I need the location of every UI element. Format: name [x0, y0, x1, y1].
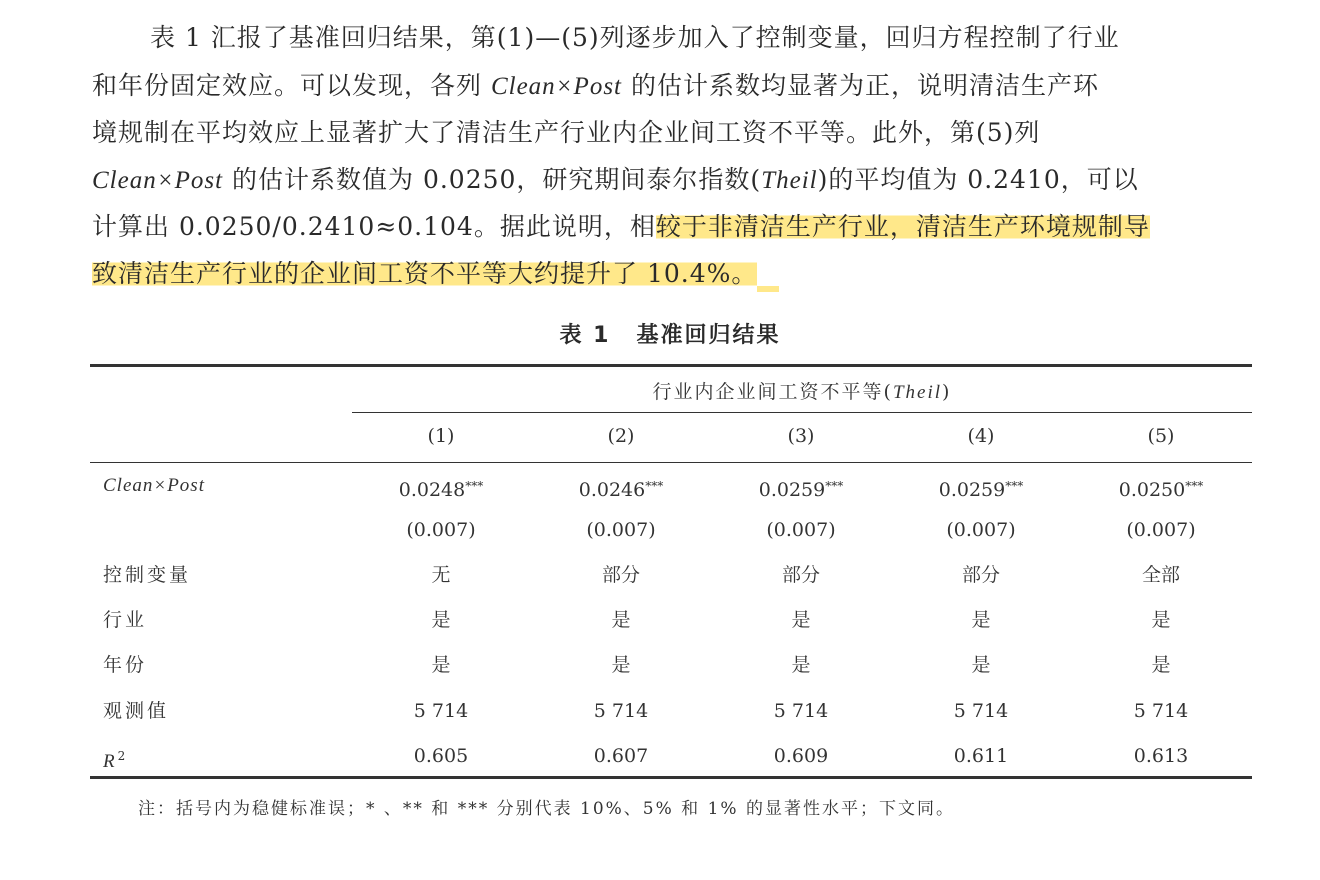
table-group-header [352, 377, 1252, 404]
coef-cell [1081, 474, 1241, 502]
r2-symbol: R [103, 751, 118, 772]
se-cell: (0.007) [766, 519, 836, 541]
table-note: 注：括号内为稳健标准误；* 、** 和 *** 分别代表 10%、5% 和 1% 的显著性水平；下文同。 [138, 799, 955, 819]
paragraph-line-1 [92, 18, 1252, 58]
industry-cell: 是 [1151, 609, 1171, 631]
paragraph-line-6 [92, 254, 1252, 294]
coef-value: 0.0259 [938, 479, 1006, 501]
paragraph-line-3 [92, 113, 1252, 153]
obs-cell: 5 714 [413, 700, 469, 722]
table-top-rule [90, 364, 1252, 367]
controls-cell: 部分 [781, 564, 820, 586]
highlighted-text[interactable]: 致清洁生产行业的企业间工资不平等大约提升了 10.4%。 [92, 259, 758, 288]
coef-cell [901, 474, 1061, 502]
obs-cell: 5 714 [1133, 700, 1189, 722]
controls-cell: 部分 [961, 564, 1000, 586]
industry-cell: 是 [611, 609, 631, 631]
industry-cell: 是 [971, 609, 991, 631]
year-cell: 是 [791, 654, 811, 676]
paragraph-text: 境规制在平均效应上显著扩大了清洁生产行业内企业间工资不平等。此外，第(5)列 [92, 118, 1041, 147]
table-group-rule [352, 412, 1252, 413]
clean-post-term: Clean×Post [92, 167, 224, 194]
r2-exponent: 2 [117, 749, 129, 763]
row-label-clean-post: Clean×Post [103, 475, 205, 496]
table-header-rule [90, 462, 1252, 463]
obs-cell: 5 714 [773, 700, 829, 722]
column-header-4: (4) [967, 425, 995, 447]
column-header-2: (2) [607, 425, 635, 447]
paragraph-line-2 [92, 66, 1252, 106]
row-label-observations: 观测值 [103, 700, 170, 722]
year-cell: 是 [971, 654, 991, 676]
year-cell: 是 [611, 654, 631, 676]
paragraph-text: 和年份固定效应。可以发现，各列 [92, 71, 483, 100]
coef-cell [361, 474, 521, 502]
industry-cell: 是 [431, 609, 451, 631]
r2-cell: 0.609 [773, 745, 829, 767]
theil-term: Theil [761, 167, 818, 194]
paragraph-line-4 [92, 160, 1252, 200]
paragraph-text: 的估计系数均显著为正，说明清洁生产环 [630, 71, 1099, 100]
paragraph-text: 计算出 0.0250/0.2410≈0.104。据此说明，相 [92, 212, 656, 241]
se-cell: (0.007) [1126, 519, 1196, 541]
group-header-text: ) [942, 381, 952, 403]
group-header-text: 行业内企业间工资不平等( [652, 381, 893, 403]
highlighted-text[interactable]: 较于非清洁生产行业，清洁生产环境规制导 [655, 212, 1150, 241]
se-cell: (0.007) [586, 519, 656, 541]
year-cell: 是 [431, 654, 451, 676]
r2-cell: 0.607 [593, 745, 649, 767]
row-label-r-squared [103, 744, 128, 774]
controls-cell: 无 [431, 564, 451, 586]
se-cell: (0.007) [946, 519, 1016, 541]
coef-value: 0.0246 [578, 479, 646, 501]
paragraph-text: 表 1 汇报了基准回归结果，第(1)—(5)列逐步加入了控制变量，回归方程控制了行业 [150, 23, 1120, 52]
row-label-industry: 行业 [103, 609, 148, 631]
se-cell: (0.007) [406, 519, 476, 541]
column-header-3: (3) [787, 425, 815, 447]
r2-cell: 0.613 [1133, 745, 1189, 767]
table-bottom-rule [90, 776, 1252, 779]
year-cell: 是 [1151, 654, 1171, 676]
obs-cell: 5 714 [593, 700, 649, 722]
table-title [0, 318, 1320, 349]
column-header-5: (5) [1147, 425, 1175, 447]
row-label-controls: 控制变量 [103, 564, 192, 586]
paragraph-text: )的平均值为 0.2410，可以 [817, 165, 1139, 194]
coef-value: 0.0248 [398, 479, 466, 501]
obs-cell: 5 714 [953, 700, 1009, 722]
significance-stars: *** [1185, 479, 1204, 493]
table-number: 表 1 [559, 323, 611, 348]
highlight-tail [757, 286, 779, 292]
industry-cell: 是 [791, 609, 811, 631]
significance-stars: *** [645, 479, 664, 493]
paragraph-line-5 [92, 207, 1252, 247]
r2-cell: 0.605 [413, 745, 469, 767]
column-header-1: (1) [427, 425, 455, 447]
controls-cell: 部分 [601, 564, 640, 586]
row-label-year: 年份 [103, 654, 148, 676]
significance-stars: *** [825, 479, 844, 493]
controls-cell: 全部 [1141, 564, 1180, 586]
clean-post-term: Clean×Post [490, 73, 623, 100]
r2-cell: 0.611 [953, 745, 1009, 767]
significance-stars: *** [1005, 479, 1024, 493]
theil-term: Theil [892, 382, 943, 403]
paragraph-text: 的估计系数值为 0.0250，研究期间泰尔指数( [232, 165, 762, 194]
significance-stars: *** [465, 479, 484, 493]
coef-cell [541, 474, 701, 502]
table-caption: 基准回归结果 [636, 323, 781, 348]
coef-value: 0.0259 [758, 479, 826, 501]
coef-value: 0.0250 [1118, 479, 1186, 501]
coef-cell [721, 474, 881, 502]
